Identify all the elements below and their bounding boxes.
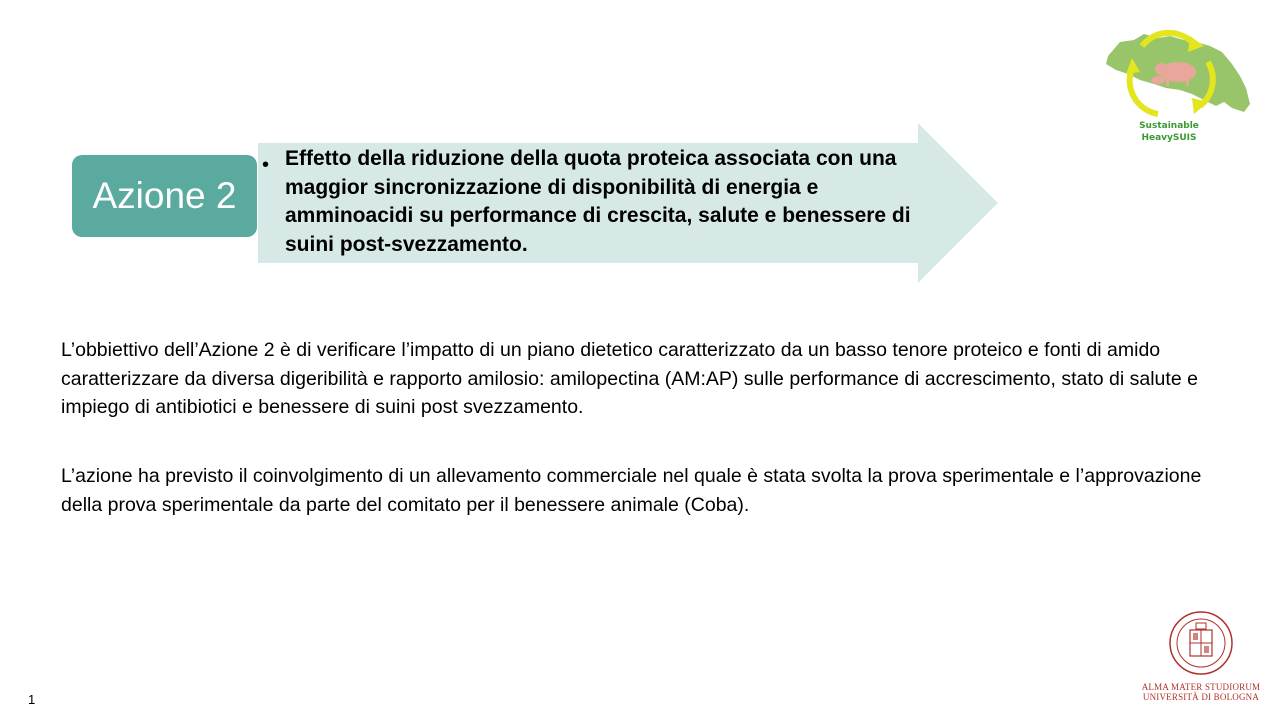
region-map-icon [1100,28,1255,123]
action-description-paragraph: L’azione ha previsto il coinvolgimento di un allevamento commerciale nel quale è stata svolta la prova sperimentale e l’approvazione della prova sperimentale da parte del comitato per il benessere animale (Coba). [61,465,1202,516]
action-label: Azione 2 [92,175,237,216]
university-name-line2: UNIVERSITÀ DI BOLOGNA [1142,692,1260,702]
university-name-line1: ALMA MATER STUDIORUM [1141,682,1261,692]
university-seal-icon [1138,610,1264,680]
action-label-box [72,155,257,237]
university-of-bologna-logo [1138,610,1268,710]
page-number: 1 [28,692,36,707]
header-bullet-text: Effetto della riduzione della quota proteica associata con una maggior sincronizzazione di disponibilità di energia e amminoacidi su performance di crescita, salute e benessere di suini post-svezzamento. [285,147,911,256]
objective-paragraph: L’obbiettivo dell’Azione 2 è di verificare l’impatto di un piano dietetico caratterizzato da un basso tenore proteico e fonti di amido caratterizzare da diversa digeribilità e rapporto amilosio: amilopectina (AM:AP) sulle performance di accrescimento, stato di salute e impiego di antibiotici e benessere di suini post svezzamento. [61,339,1198,418]
bullet-dot-icon: • [262,154,270,176]
logo-caption-heavysuis: HeavySUIS [1141,133,1197,143]
sustainable-heavysuis-logo [1100,28,1255,148]
logo-caption-sustainable: Sustainable [1139,121,1199,131]
